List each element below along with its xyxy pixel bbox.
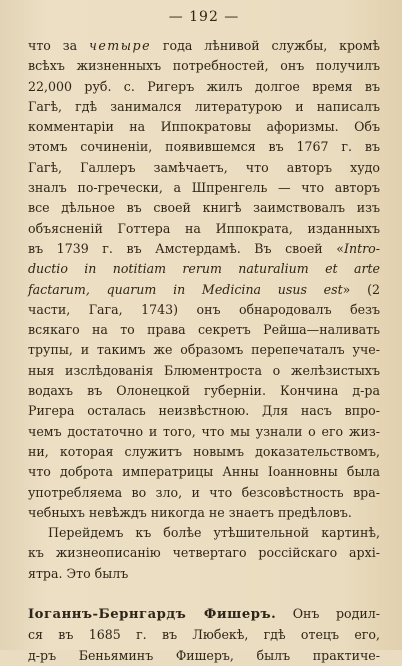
text-line: д-ръ Беньяминъ Фишеръ, былъ практиче- [28, 647, 380, 663]
text-line: чебныхъ невѣждъ никогда не знаетъ предѣловъ. [28, 504, 352, 520]
text-line: части, Гага, 1743) онъ обнародовалъ безъ [28, 301, 380, 317]
text-line: объясненій Готтера на Иппократа, изданныхъ [28, 220, 380, 236]
text-line: употребляема во зло, и что безсовѣстность вра- [28, 484, 380, 500]
text-line: Гагѣ, Галлеръ замѣчаетъ, что авторъ худо [28, 159, 380, 175]
text-line: чемъ достаточно и того, что мы узнали о его жиз- [28, 423, 380, 439]
text-line: трупы, и такимъ же образомъ перепечаталъ уче- [28, 342, 380, 358]
latin-title: Intro- [343, 240, 380, 256]
text-line: всѣхъ жизненныхъ потребностей, онъ получилъ [28, 58, 380, 74]
text-line: ныя изслѣдованія Блюментроста о желѣзистыхъ [28, 362, 380, 378]
text-line: зналъ по-гречески, а Шпренгель — что авторъ [28, 180, 380, 196]
text-line: что за четыре года лѣнивой службы, кромѣ [28, 38, 380, 53]
text-line: ни, которая служитъ новымъ доказательствомъ, [28, 443, 380, 459]
text-line: водахъ въ Олонецкой губерніи. Кончина д-ра [28, 383, 380, 399]
text-line: Іоганнъ-Бернгардъ Фишеръ. Онъ родил- [28, 606, 380, 623]
text-line: Перейдемъ къ болѣе утѣшительной картинѣ, [48, 525, 380, 541]
page-number: — 192 — [168, 9, 240, 25]
text-line: все дѣльное въ своей книгѣ заимствовалъ изъ [28, 200, 380, 216]
person-heading: Іоганнъ-Бернгардъ Фишеръ. [28, 607, 277, 623]
text-line: къ жизнеописанію четвертаго россійскаго архі- [28, 545, 380, 561]
text-line: factarum, quarum in Medicina usus est» (2 [28, 281, 380, 297]
text-line: Ригера осталась неизвѣстною. Для насъ впро- [28, 403, 380, 419]
text-line: въ 1739 г. въ Амстердамѣ. Въ своей «Intro- [28, 240, 380, 256]
latin-title: factarum, quarum in Medicina usus est [28, 281, 343, 297]
text-line: комментаріи на Иппократовы афоризмы. Объ [28, 119, 380, 135]
section-gap [28, 584, 380, 604]
paragraph-rieger [28, 36, 380, 523]
latin-title-line: ductio in notitiam rerum naturalium et arte [28, 261, 380, 277]
emphasis-text: четыре [89, 38, 152, 53]
text-line: ся въ 1685 г. въ Любекѣ, гдѣ отецъ его, [28, 627, 380, 643]
paragraph-transition [28, 523, 380, 584]
text-line: ятра. Это былъ [28, 565, 129, 581]
text-line: Гагѣ, гдѣ занимался литературою и написалъ [28, 98, 380, 114]
paragraph-fischer [28, 604, 380, 666]
text-line: этомъ сочиненіи, появившемся въ 1767 г. въ [28, 139, 380, 155]
text-line: что доброта императрицы Анны Іоанновны была [28, 464, 380, 480]
text-line: всякаго на то права секретъ Рейша—наливать [28, 322, 380, 338]
text-line: 22,000 руб. с. Ригеръ жилъ долгое время въ [28, 78, 380, 94]
